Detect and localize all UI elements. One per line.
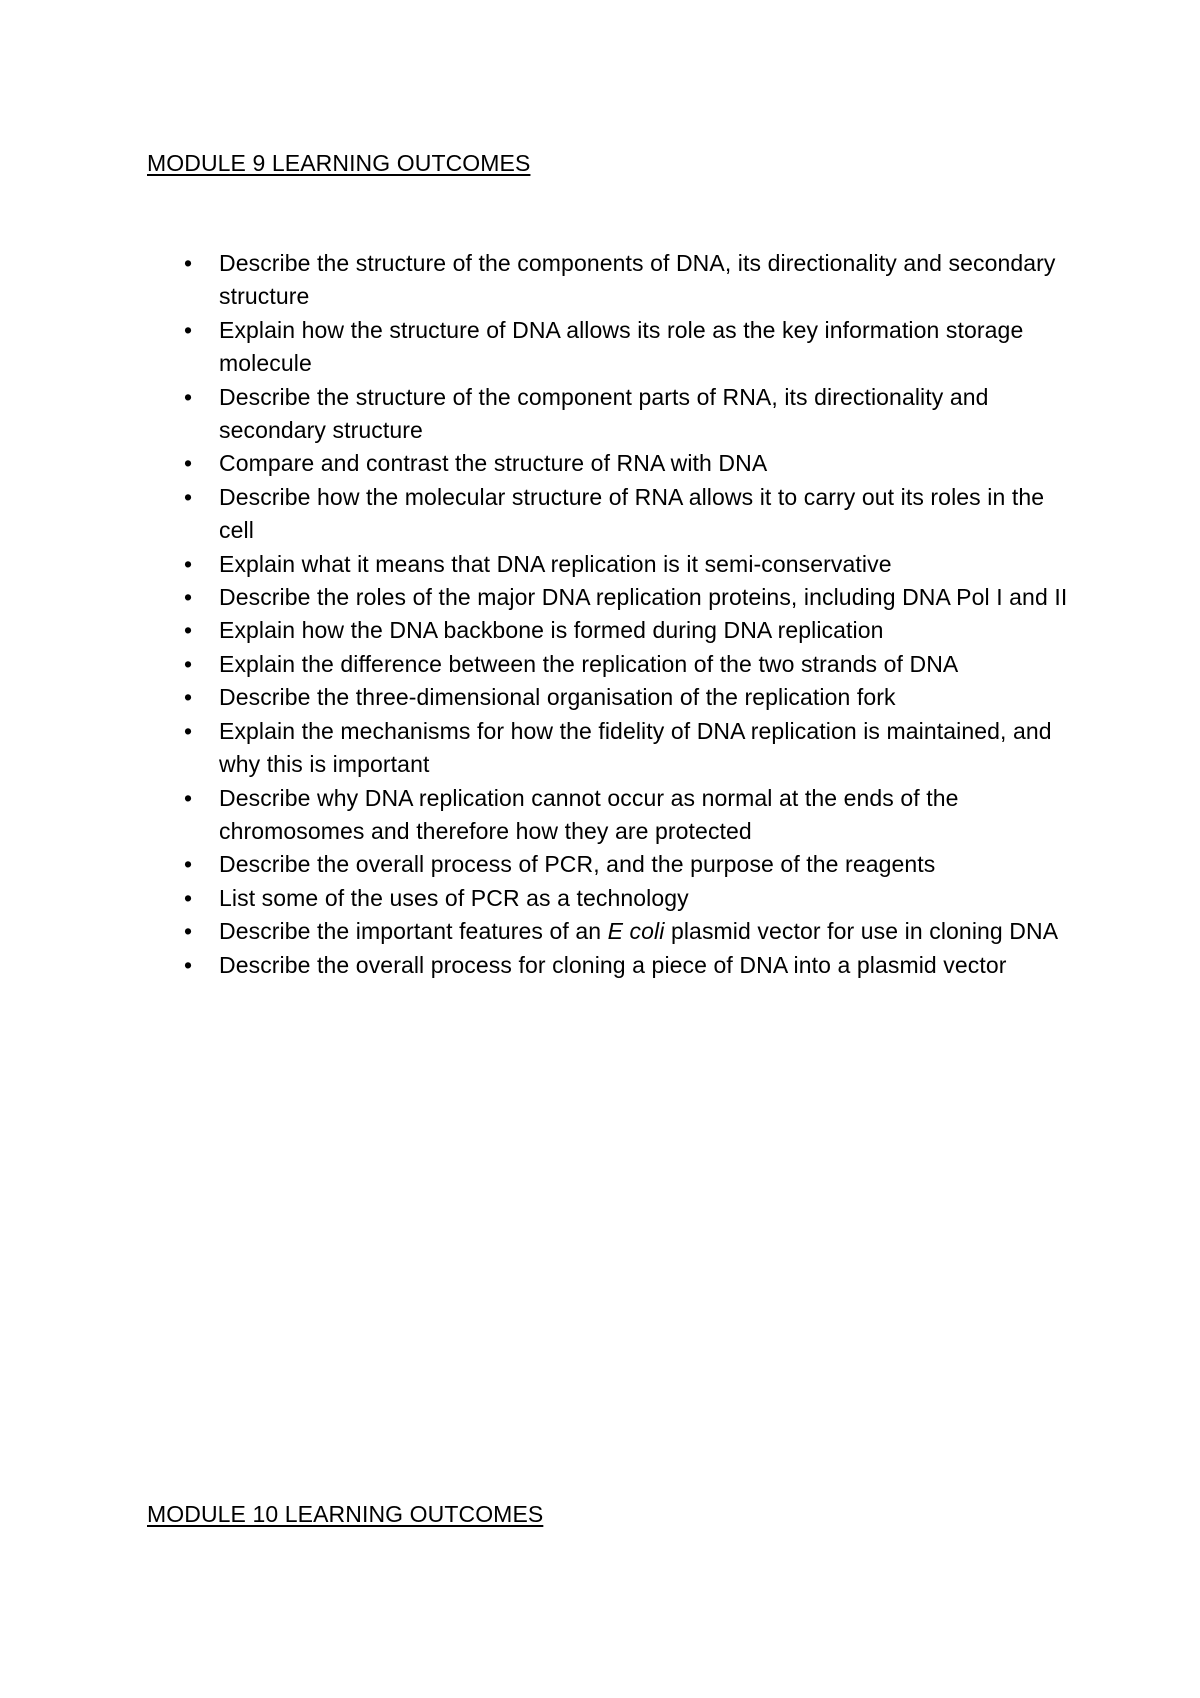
outcome-text: Describe the structure of the components of DNA, its directionality and secondary structure xyxy=(219,250,1056,310)
bullet-icon: • xyxy=(184,851,193,878)
outcome-text: List some of the uses of PCR as a technology xyxy=(219,884,689,911)
outcome-text: Explain what it means that DNA replication is it semi-conservative xyxy=(219,550,892,577)
bullet-icon: • xyxy=(184,550,193,577)
bullet-icon: • xyxy=(184,483,193,510)
outcome-text: Describe how the molecular structure of RNA allows it to carry out its roles in the cell xyxy=(219,483,1045,544)
outcome-text-after: plasmid vector for use in cloning DNA xyxy=(664,918,1059,945)
outcome-text: Compare and contrast the structure of RNA with DNA xyxy=(219,450,768,477)
outcome-text-italic: E coli xyxy=(607,918,665,945)
outcome-text: Describe the overall process of PCR, and the purpose of the reagents xyxy=(219,851,936,878)
list-item xyxy=(0,548,1079,581)
list-item xyxy=(0,614,1079,647)
bullet-icon: • xyxy=(184,617,193,644)
bullet-icon: • xyxy=(184,684,193,711)
outcome-text: Explain how the DNA backbone is formed during DNA replication xyxy=(219,617,884,644)
module-10-heading: MODULE 10 LEARNING OUTCOMES xyxy=(147,1501,544,1527)
list-item xyxy=(0,381,1079,448)
outcome-text: Describe the three-dimensional organisation of the replication fork xyxy=(219,684,896,711)
outcome-text: Explain how the structure of DNA allows its role as the key information storage molecule xyxy=(219,316,1024,377)
list-item xyxy=(0,782,1079,849)
list-item xyxy=(0,915,1079,948)
list-item xyxy=(0,882,1079,915)
outcome-text: Describe the structure of the component parts of RNA, its directionality and secondary structure xyxy=(219,383,989,444)
bullet-icon: • xyxy=(184,383,193,410)
list-item xyxy=(0,314,1079,381)
outcome-text: Describe the overall process for cloning a piece of DNA into a plasmid vector xyxy=(219,951,1007,978)
list-item xyxy=(0,949,1079,982)
list-item xyxy=(0,715,1079,782)
list-item xyxy=(0,848,1079,881)
bullet-icon: • xyxy=(184,951,193,978)
list-item xyxy=(0,481,1079,548)
bullet-icon: • xyxy=(184,918,193,945)
bullet-icon: • xyxy=(184,784,193,811)
list-item xyxy=(0,581,1079,614)
outcome-text: Explain the difference between the replication of the two strands of DNA xyxy=(219,650,959,677)
list-item xyxy=(0,681,1079,714)
bullet-icon: • xyxy=(184,717,193,744)
outcome-text: Explain the mechanisms for how the fidelity of DNA replication is maintained, and why this is important xyxy=(219,717,1052,778)
bullet-icon: • xyxy=(184,884,193,911)
list-item xyxy=(0,648,1079,681)
module-9-heading: MODULE 9 LEARNING OUTCOMES xyxy=(147,150,531,176)
list-item xyxy=(0,247,1079,314)
outcome-text: Describe the roles of the major DNA replication proteins, including DNA Pol I and II xyxy=(219,584,1068,611)
module-9-outcomes-list xyxy=(0,247,1200,982)
outcome-text-before: Describe the important features of an xyxy=(219,918,608,945)
bullet-icon: • xyxy=(184,584,193,611)
bullet-icon: • xyxy=(184,250,193,276)
bullet-icon: • xyxy=(184,650,193,677)
bullet-icon: • xyxy=(184,316,193,343)
outcome-text: Describe why DNA replication cannot occur as normal at the ends of the chromosomes and therefore how they are protected xyxy=(219,784,959,844)
bullet-icon: • xyxy=(184,450,193,477)
outcome-text xyxy=(219,918,1058,944)
list-item xyxy=(0,447,1079,480)
